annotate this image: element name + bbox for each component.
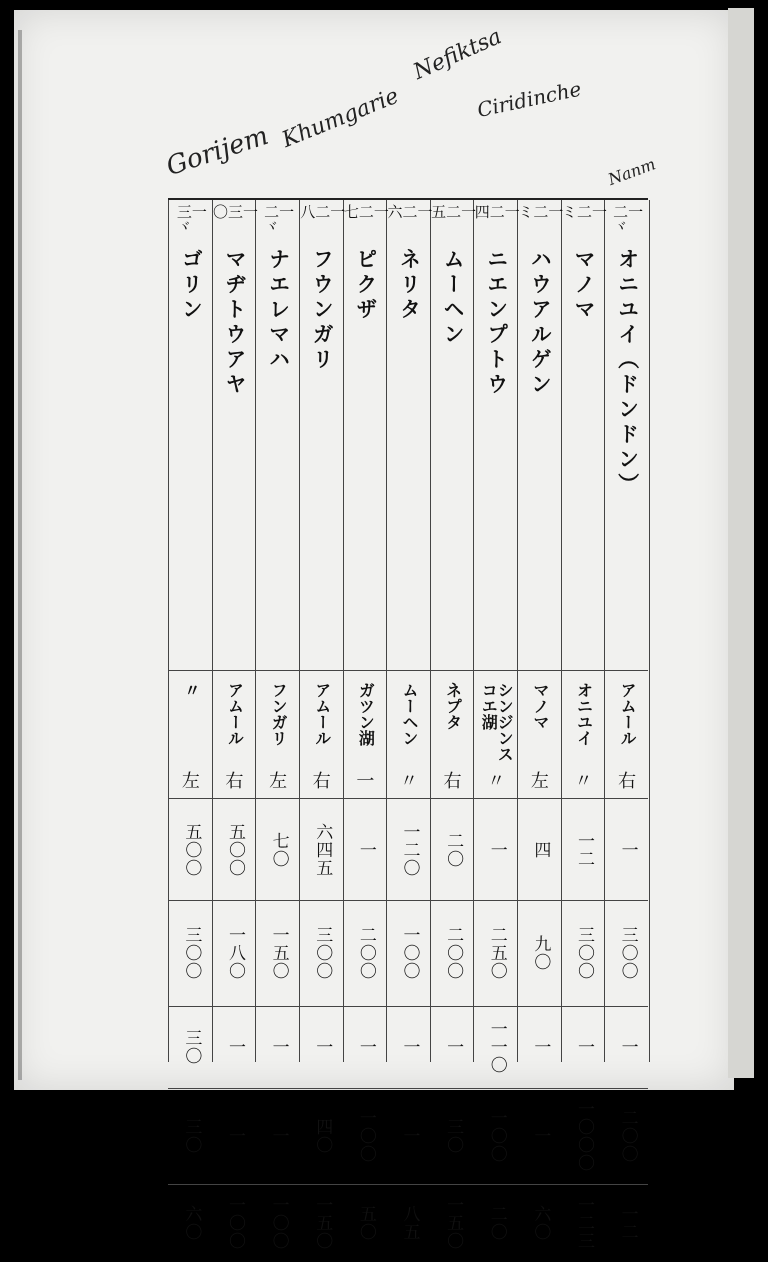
value-cell: [562, 1006, 606, 1088]
entry-number-text: 一二八: [298, 204, 347, 219]
entry-number: [385, 200, 434, 232]
value-cell-text: 六〇: [181, 1205, 202, 1241]
bank-side: [344, 766, 388, 794]
value-cell-text: 三〇〇: [574, 926, 595, 980]
handwritten-note: Ciridinche: [475, 76, 584, 122]
handwritten-note: Nanm: [605, 154, 659, 189]
bank-side-text: 左: [269, 771, 288, 792]
entry-number: [605, 200, 649, 232]
value-cell: [300, 800, 344, 900]
entry-number-text: 一三ヾ: [174, 204, 208, 234]
value-cell-text: 四: [530, 841, 551, 859]
table-column: [168, 200, 213, 1241]
bank-side: [300, 766, 344, 794]
value-cell-text: 三〇〇: [312, 926, 333, 980]
entry-number-text: 一二ヾ: [611, 204, 645, 234]
river-name: [300, 248, 344, 668]
value-cell: [344, 1006, 388, 1088]
value-cell: [474, 1184, 518, 1262]
river-name-text: ナエレマハ: [266, 248, 291, 373]
bank-side-text: 右: [618, 771, 637, 792]
bank-side: [387, 766, 431, 794]
value-cell: [256, 900, 300, 1006]
river-name: [474, 248, 518, 668]
table-column: [298, 200, 347, 1250]
value-cell: [256, 1088, 300, 1184]
value-cell: [256, 1184, 300, 1262]
value-cell-text: 一: [399, 1038, 420, 1056]
entry-number-text: 一二四: [472, 204, 521, 219]
value-cell-text: 七〇: [268, 832, 289, 868]
value-cell-text: 一: [399, 1127, 420, 1145]
tributary-of-text: ガツン湖: [356, 682, 376, 746]
value-cell-text: 一〇〇: [224, 1196, 245, 1250]
value-cell: [605, 800, 649, 900]
tributary-of-text: フンガリ: [269, 682, 289, 746]
value-cell: [344, 900, 388, 1006]
value-cell-text: 一五〇: [443, 1196, 464, 1250]
entry-number-text: 一二ミ: [516, 204, 565, 219]
value-cell: [169, 900, 213, 1006]
value-cell: [431, 900, 475, 1006]
value-cell: [387, 1184, 431, 1262]
value-cell: [431, 1184, 475, 1262]
value-cell-text: 一二三: [574, 1196, 595, 1250]
table-column: [472, 200, 521, 1241]
value-cell-text: 五〇〇: [224, 823, 245, 877]
value-cell: [213, 800, 257, 900]
bank-side: [169, 766, 213, 794]
value-cell: [431, 1088, 475, 1184]
entry-number: [210, 200, 259, 232]
value-cell-text: 三〇: [443, 1118, 464, 1154]
river-name-text: フウンガリ: [310, 248, 335, 373]
value-cell: [518, 900, 562, 1006]
tributary-of-text: オニユイ: [574, 682, 594, 746]
tributary-of: [474, 678, 518, 776]
river-name: [562, 248, 606, 668]
value-cell-text: 一: [224, 1127, 245, 1145]
table-column: [560, 200, 609, 1250]
value-cell-text: 二〇〇: [355, 926, 376, 980]
page-edge: [18, 30, 22, 1080]
value-cell: [518, 1088, 562, 1184]
value-cell-text: 一: [268, 1038, 289, 1056]
value-cell: [605, 1088, 649, 1184]
value-cell-text: 三〇: [181, 1118, 202, 1154]
bank-side: [605, 766, 649, 794]
value-cell-text: 一二: [617, 1205, 638, 1241]
value-cell-text: 五〇〇: [181, 823, 202, 877]
river-name: [169, 248, 213, 668]
entry-number-text: 一三〇: [210, 204, 259, 219]
bank-side: [256, 766, 300, 794]
entry-number-text: 一二七: [341, 204, 390, 219]
value-cell-text: 一五〇: [268, 926, 289, 980]
value-cell-text: 九〇: [530, 935, 551, 971]
tributary-of-text: シンジンスコエ湖: [479, 682, 515, 762]
value-cell-text: 二〇: [443, 832, 464, 868]
tributary-of: [344, 678, 388, 776]
value-cell: [562, 800, 606, 900]
table-column: [516, 200, 565, 1241]
bank-side-text: 〃: [399, 771, 418, 792]
bank-side-text: 右: [443, 771, 462, 792]
value-cell: [256, 1006, 300, 1088]
value-cell-text: 三〇〇: [617, 926, 638, 980]
table-column: [210, 200, 259, 1250]
bank-side-text: 右: [225, 771, 244, 792]
value-cell: [431, 800, 475, 900]
value-cell-text: 二〇: [486, 1205, 507, 1241]
value-cell: [474, 900, 518, 1006]
value-cell: [562, 1088, 606, 1184]
table-column: [429, 200, 478, 1250]
value-cell-text: 一: [355, 1038, 376, 1056]
tributary-of: [562, 678, 606, 776]
value-cell-text: 一〇〇: [399, 926, 420, 980]
value-cell: [387, 900, 431, 1006]
tributary-of: [431, 678, 475, 776]
value-cell-text: 一五〇: [312, 1196, 333, 1250]
tributary-of-text: アムール: [312, 682, 332, 746]
river-name: [518, 248, 562, 668]
value-cell: [213, 1088, 257, 1184]
value-cell: [169, 1088, 213, 1184]
value-cell-text: 一〇〇〇: [574, 1100, 595, 1172]
entry-number-text: 一二ヾ: [262, 204, 296, 234]
river-name-text: ピクザ: [353, 248, 378, 323]
table-column: [255, 200, 300, 1250]
value-cell: [344, 1088, 388, 1184]
river-name: [344, 248, 388, 668]
handwritten-note: Gorijem: [162, 120, 273, 182]
value-cell: [300, 1088, 344, 1184]
value-cell: [169, 1006, 213, 1088]
value-cell: [518, 800, 562, 900]
value-cell: [518, 1006, 562, 1088]
value-cell-text: 五〇: [355, 1205, 376, 1241]
tributary-of-text: アムール: [225, 682, 245, 746]
value-cell-text: 二五〇: [486, 926, 507, 980]
river-name-text: ムーヘン: [441, 248, 466, 348]
river-name: [605, 248, 649, 668]
value-cell-text: 一: [617, 841, 638, 859]
value-cell: [344, 1184, 388, 1262]
tributary-of-text: マノマ: [530, 682, 550, 730]
value-cell-text: 一: [355, 841, 376, 859]
bank-side: [562, 766, 606, 794]
value-cell: [474, 1006, 518, 1088]
table-column: [385, 200, 434, 1241]
page-shadow: [728, 8, 754, 1078]
table-column: [604, 200, 650, 1241]
river-name-text: マノマ: [572, 248, 597, 323]
value-cell-text: 三〇〇: [181, 926, 202, 980]
entry-number: [298, 200, 347, 232]
value-cell: [387, 1006, 431, 1088]
value-cell: [300, 1184, 344, 1262]
bank-side-text: 左: [530, 771, 549, 792]
value-cell: [605, 1184, 649, 1262]
bank-side-text: 〃: [487, 771, 506, 792]
entry-number: [472, 200, 521, 232]
tributary-of: [256, 678, 300, 776]
river-name: [256, 248, 300, 668]
value-cell-text: 二〇〇: [443, 926, 464, 980]
entry-number: [516, 200, 565, 232]
tributary-of: [518, 678, 562, 776]
value-cell: [169, 800, 213, 900]
bank-side: [213, 766, 257, 794]
value-cell: [605, 1006, 649, 1088]
value-cell-text: 三〇: [181, 1029, 202, 1065]
tributary-of: [213, 678, 257, 776]
value-cell: [300, 900, 344, 1006]
value-cell: [474, 1088, 518, 1184]
value-cell: [474, 800, 518, 900]
tributary-of: [300, 678, 344, 776]
value-cell: [213, 900, 257, 1006]
bank-side-text: 右: [312, 771, 331, 792]
value-cell-text: 一: [486, 841, 507, 859]
river-name: [431, 248, 475, 668]
value-cell-text: 一: [268, 1127, 289, 1145]
value-cell-text: 一八〇: [224, 926, 245, 980]
entry-number: [256, 200, 300, 232]
value-cell-text: 六〇: [530, 1205, 551, 1241]
value-cell-text: 一一〇: [486, 1020, 507, 1074]
tributary-of-text: アムール: [618, 682, 638, 746]
river-name: [213, 248, 257, 668]
value-cell: [387, 1088, 431, 1184]
value-cell: [562, 900, 606, 1006]
entry-number: [429, 200, 478, 232]
entry-number-text: 一二六: [385, 204, 434, 219]
tributary-of: [169, 678, 213, 776]
entry-number: [169, 200, 213, 232]
tributary-of-text: ネプタ: [443, 682, 463, 730]
value-cell: [344, 800, 388, 900]
bank-side-text: 一: [356, 771, 375, 792]
tributary-of-text: 〃: [181, 682, 201, 698]
bank-side: [518, 766, 562, 794]
value-cell-text: 四〇: [312, 1118, 333, 1154]
value-cell-text: 六四五: [312, 823, 333, 877]
bank-side: [474, 766, 518, 794]
value-cell-text: 一: [617, 1038, 638, 1056]
river-name-text: ニエンプトウ: [484, 248, 509, 398]
table-column: [341, 200, 390, 1241]
handwritten-note: Khumgarie: [278, 83, 403, 153]
river-name-text: マヂトウアヤ: [222, 248, 247, 398]
value-cell: [518, 1184, 562, 1262]
bank-side-text: 〃: [574, 771, 593, 792]
tributary-of-text: ムーヘン: [399, 682, 419, 746]
value-cell-text: 一: [530, 1038, 551, 1056]
value-cell-text: 一〇〇: [355, 1109, 376, 1163]
value-cell-text: 一: [312, 1038, 333, 1056]
river-name: [387, 248, 431, 668]
river-name-text: オニユイ（ドンドン）: [615, 248, 640, 498]
value-cell-text: 一: [574, 1038, 595, 1056]
value-cell-text: 一二〇: [399, 823, 420, 877]
value-cell: [300, 1006, 344, 1088]
entry-number: [560, 200, 609, 232]
value-cell-text: 一〇〇: [268, 1196, 289, 1250]
vertical-data-table: [168, 198, 648, 1250]
bank-side-text: 左: [181, 771, 200, 792]
bank-side: [431, 766, 475, 794]
value-cell-text: 一: [530, 1127, 551, 1145]
value-cell-text: 一: [443, 1038, 464, 1056]
value-cell-text: 一: [224, 1038, 245, 1056]
value-cell-text: 一〇〇: [486, 1109, 507, 1163]
value-cell: [431, 1006, 475, 1088]
tributary-of: [605, 678, 649, 776]
value-cell: [256, 800, 300, 900]
entry-number: [341, 200, 390, 232]
river-name-text: ゴリン: [179, 248, 204, 323]
handwritten-note: Nefiktsa: [409, 24, 506, 86]
value-cell: [213, 1006, 257, 1088]
river-name-text: ハウアルゲン: [528, 248, 553, 398]
value-cell: [169, 1184, 213, 1262]
value-cell-text: 一二: [574, 832, 595, 868]
value-cell-text: 二〇〇: [617, 1109, 638, 1163]
value-cell: [213, 1184, 257, 1262]
river-name-text: ネリタ: [397, 248, 422, 323]
entry-number-text: 一二ミ: [560, 204, 609, 219]
value-cell-text: 八五: [399, 1205, 420, 1241]
value-cell: [562, 1184, 606, 1262]
entry-number-text: 一二五: [429, 204, 478, 219]
value-cell: [605, 900, 649, 1006]
tributary-of: [387, 678, 431, 776]
value-cell: [387, 800, 431, 900]
